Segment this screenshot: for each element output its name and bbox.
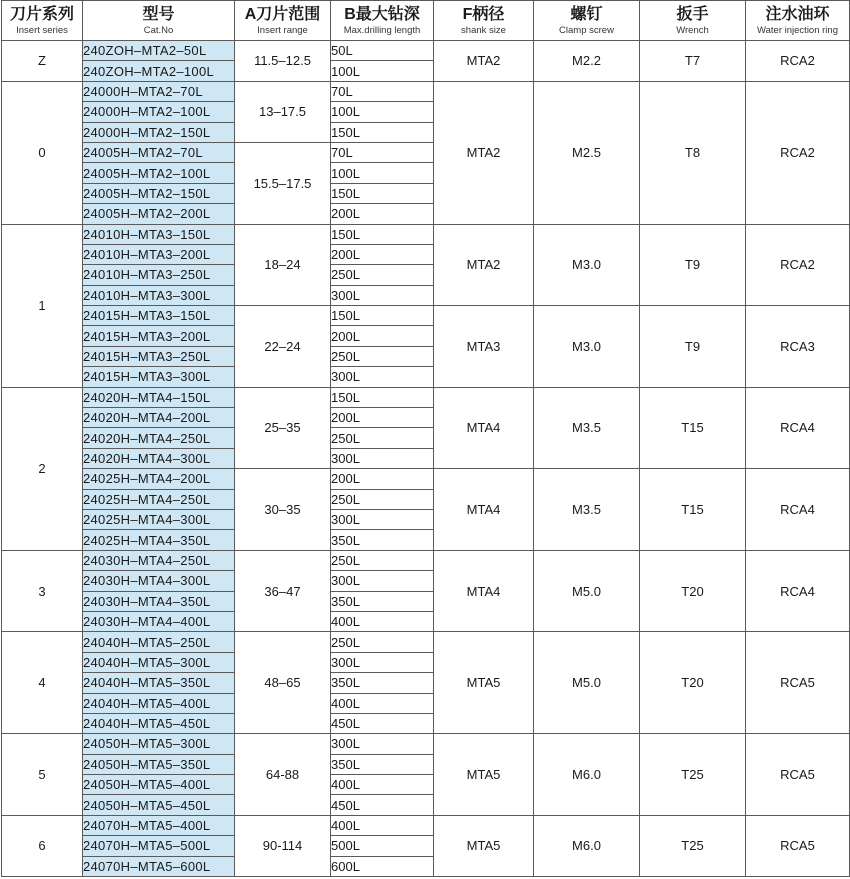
clamp-screw-cell: M2.5 — [534, 81, 640, 224]
drilling-length-cell: 400L — [331, 775, 434, 795]
drilling-length-cell: 150L — [331, 224, 434, 244]
drilling-length-cell: 50L — [331, 41, 434, 61]
drilling-length-cell: 250L — [331, 489, 434, 509]
shank-size-cell: MTA4 — [434, 387, 534, 469]
cat-no-cell: 24010H–MTA3–300L — [83, 285, 235, 305]
cat-no-cell: 24070H–MTA5–400L — [83, 815, 235, 835]
drilling-length-cell: 250L — [331, 346, 434, 366]
wrench-cell: T15 — [640, 469, 746, 551]
header-label-en: Wrench — [676, 24, 709, 36]
insert-range-cell: 64-88 — [235, 734, 331, 816]
clamp-screw-cell: M5.0 — [534, 632, 640, 734]
clamp-screw-cell: M3.5 — [534, 387, 640, 469]
header-label-en: Water injection ring — [757, 24, 838, 36]
clamp-screw-cell: M3.0 — [534, 224, 640, 306]
header-label-zh: 注水油环 — [765, 5, 830, 23]
water-ring-cell: RCA2 — [746, 224, 850, 306]
clamp-screw-cell: M3.5 — [534, 469, 640, 551]
shank-size-cell: MTA4 — [434, 469, 534, 551]
table-row — [2, 550, 850, 570]
table-row — [2, 734, 850, 754]
drilling-length-cell: 150L — [331, 183, 434, 203]
header-label-zh: F柄径 — [462, 5, 505, 23]
header-label-en: Insert series — [16, 24, 68, 36]
header-label-en: Cat.No — [143, 24, 174, 36]
wrench-cell: T8 — [640, 81, 746, 224]
drilling-length-cell: 250L — [331, 265, 434, 285]
clamp-screw-cell: M3.0 — [534, 306, 640, 388]
shank-size-cell: MTA2 — [434, 81, 534, 224]
insert-range-cell: 36–47 — [235, 550, 331, 632]
table-row — [2, 81, 850, 101]
header-label-zh: 扳手 — [676, 5, 709, 23]
drilling-length-cell: 450L — [331, 713, 434, 733]
drilling-length-cell: 200L — [331, 204, 434, 224]
cat-no-cell: 24020H–MTA4–250L — [83, 428, 235, 448]
water-ring-cell: RCA4 — [746, 469, 850, 551]
header-drilling-length — [331, 1, 434, 41]
insert-range-cell: 25–35 — [235, 387, 331, 469]
table-row — [2, 815, 850, 835]
cat-no-cell: 24010H–MTA3–250L — [83, 265, 235, 285]
drilling-length-cell: 400L — [331, 815, 434, 835]
cat-no-cell: 24030H–MTA4–250L — [83, 550, 235, 570]
spec-table — [1, 0, 850, 877]
wrench-cell: T20 — [640, 632, 746, 734]
series-cell: Z — [2, 41, 83, 82]
water-ring-cell: RCA2 — [746, 81, 850, 224]
series-cell: 3 — [2, 550, 83, 632]
cat-no-cell: 24015H–MTA3–150L — [83, 306, 235, 326]
shank-size-cell: MTA5 — [434, 815, 534, 876]
drilling-length-cell: 150L — [331, 387, 434, 407]
cat-no-cell: 24040H–MTA5–350L — [83, 673, 235, 693]
cat-no-cell: 24025H–MTA4–250L — [83, 489, 235, 509]
insert-range-cell: 11.5–12.5 — [235, 41, 331, 82]
wrench-cell: T20 — [640, 550, 746, 632]
header-label-zh: 型号 — [142, 5, 175, 23]
water-ring-cell: RCA4 — [746, 550, 850, 632]
cat-no-cell: 24030H–MTA4–300L — [83, 571, 235, 591]
header-insert-series — [2, 1, 83, 41]
header-insert-range — [235, 1, 331, 41]
wrench-cell: T25 — [640, 815, 746, 876]
series-cell: 1 — [2, 224, 83, 387]
cat-no-cell: 24050H–MTA5–400L — [83, 775, 235, 795]
drilling-length-cell: 200L — [331, 408, 434, 428]
cat-no-cell: 24010H–MTA3–200L — [83, 244, 235, 264]
cat-no-cell: 24010H–MTA3–150L — [83, 224, 235, 244]
water-ring-cell: RCA5 — [746, 632, 850, 734]
drilling-length-cell: 100L — [331, 61, 434, 81]
header-label-en: Max.drilling length — [343, 24, 421, 36]
cat-no-cell: 24000H–MTA2–100L — [83, 102, 235, 122]
drilling-length-cell: 300L — [331, 367, 434, 387]
drilling-length-cell: 200L — [331, 469, 434, 489]
cat-no-cell: 24025H–MTA4–350L — [83, 530, 235, 550]
clamp-screw-cell: M6.0 — [534, 815, 640, 876]
cat-no-cell: 24040H–MTA5–300L — [83, 652, 235, 672]
cat-no-cell: 24020H–MTA4–200L — [83, 408, 235, 428]
header-wrench — [640, 1, 746, 41]
insert-range-cell: 90-114 — [235, 815, 331, 876]
drilling-length-cell: 250L — [331, 632, 434, 652]
water-ring-cell: RCA3 — [746, 306, 850, 388]
drilling-length-cell: 350L — [331, 754, 434, 774]
cat-no-cell: 24015H–MTA3–200L — [83, 326, 235, 346]
insert-range-cell: 18–24 — [235, 224, 331, 306]
shank-size-cell: MTA5 — [434, 734, 534, 816]
table-row — [2, 224, 850, 244]
cat-no-cell: 24050H–MTA5–300L — [83, 734, 235, 754]
cat-no-cell: 24040H–MTA5–400L — [83, 693, 235, 713]
header-shank-size — [434, 1, 534, 41]
series-cell: 5 — [2, 734, 83, 816]
insert-range-cell: 15.5–17.5 — [235, 142, 331, 224]
table-header — [2, 1, 850, 41]
drilling-length-cell: 500L — [331, 836, 434, 856]
drilling-length-cell: 70L — [331, 81, 434, 101]
clamp-screw-cell: M5.0 — [534, 550, 640, 632]
drilling-length-cell: 200L — [331, 326, 434, 346]
cat-no-cell: 24050H–MTA5–350L — [83, 754, 235, 774]
table-row — [2, 387, 850, 407]
table-body — [2, 41, 850, 877]
series-cell: 4 — [2, 632, 83, 734]
table-row — [2, 469, 850, 489]
cat-no-cell: 24070H–MTA5–500L — [83, 836, 235, 856]
drilling-length-cell: 200L — [331, 244, 434, 264]
water-ring-cell: RCA2 — [746, 41, 850, 82]
header-cat-no — [83, 1, 235, 41]
table-row — [2, 41, 850, 61]
cat-no-cell: 24025H–MTA4–200L — [83, 469, 235, 489]
cat-no-cell: 24025H–MTA4–300L — [83, 509, 235, 529]
wrench-cell: T9 — [640, 306, 746, 388]
header-row — [2, 1, 850, 41]
header-label-zh: A刀片范围 — [244, 5, 321, 23]
drilling-length-cell: 350L — [331, 530, 434, 550]
drilling-length-cell: 300L — [331, 285, 434, 305]
cat-no-cell: 24005H–MTA2–100L — [83, 163, 235, 183]
cat-no-cell: 24015H–MTA3–300L — [83, 367, 235, 387]
cat-no-cell: 24015H–MTA3–250L — [83, 346, 235, 366]
wrench-cell: T9 — [640, 224, 746, 306]
header-label-en: Insert range — [257, 24, 308, 36]
drilling-length-cell: 100L — [331, 163, 434, 183]
water-ring-cell: RCA4 — [746, 387, 850, 469]
drilling-length-cell: 350L — [331, 591, 434, 611]
drilling-length-cell: 300L — [331, 652, 434, 672]
insert-range-cell: 13–17.5 — [235, 81, 331, 142]
cat-no-cell: 240ZOH–MTA2–100L — [83, 61, 235, 81]
shank-size-cell: MTA4 — [434, 550, 534, 632]
drilling-length-cell: 350L — [331, 673, 434, 693]
shank-size-cell: MTA3 — [434, 306, 534, 388]
shank-size-cell: MTA2 — [434, 41, 534, 82]
cat-no-cell: 24070H–MTA5–600L — [83, 856, 235, 876]
shank-size-cell: MTA2 — [434, 224, 534, 306]
header-water-ring — [746, 1, 850, 41]
series-cell: 0 — [2, 81, 83, 224]
shank-size-cell: MTA5 — [434, 632, 534, 734]
drilling-length-cell: 250L — [331, 550, 434, 570]
drilling-length-cell: 300L — [331, 448, 434, 468]
drilling-length-cell: 300L — [331, 571, 434, 591]
series-cell: 6 — [2, 815, 83, 876]
table-row — [2, 632, 850, 652]
drilling-length-cell: 250L — [331, 428, 434, 448]
header-label-zh: 螺钉 — [570, 5, 603, 23]
header-label-en: shank size — [461, 24, 506, 36]
header-clamp-screw — [534, 1, 640, 41]
cat-no-cell: 24030H–MTA4–350L — [83, 591, 235, 611]
cat-no-cell: 24000H–MTA2–70L — [83, 81, 235, 101]
header-label-en: Clamp screw — [559, 24, 614, 36]
insert-range-cell: 22–24 — [235, 306, 331, 388]
water-ring-cell: RCA5 — [746, 734, 850, 816]
drilling-length-cell: 600L — [331, 856, 434, 876]
drilling-length-cell: 400L — [331, 693, 434, 713]
cat-no-cell: 24005H–MTA2–70L — [83, 142, 235, 162]
cat-no-cell: 240ZOH–MTA2–50L — [83, 41, 235, 61]
drilling-length-cell: 150L — [331, 122, 434, 142]
wrench-cell: T15 — [640, 387, 746, 469]
insert-range-cell: 48–65 — [235, 632, 331, 734]
cat-no-cell: 24040H–MTA5–450L — [83, 713, 235, 733]
wrench-cell: T7 — [640, 41, 746, 82]
header-label-zh: B最大钻深 — [344, 5, 420, 23]
header-label-zh: 刀片系列 — [9, 5, 74, 23]
cat-no-cell: 24000H–MTA2–150L — [83, 122, 235, 142]
cat-no-cell: 24005H–MTA2–200L — [83, 204, 235, 224]
cat-no-cell: 24030H–MTA4–400L — [83, 611, 235, 631]
drilling-length-cell: 400L — [331, 611, 434, 631]
drilling-length-cell: 450L — [331, 795, 434, 815]
cat-no-cell: 24020H–MTA4–300L — [83, 448, 235, 468]
drilling-length-cell: 300L — [331, 509, 434, 529]
series-cell: 2 — [2, 387, 83, 550]
cat-no-cell: 24050H–MTA5–450L — [83, 795, 235, 815]
cat-no-cell: 24005H–MTA2–150L — [83, 183, 235, 203]
clamp-screw-cell: M2.2 — [534, 41, 640, 82]
clamp-screw-cell: M6.0 — [534, 734, 640, 816]
table-row — [2, 306, 850, 326]
drilling-length-cell: 100L — [331, 102, 434, 122]
drilling-length-cell: 150L — [331, 306, 434, 326]
cat-no-cell: 24020H–MTA4–150L — [83, 387, 235, 407]
wrench-cell: T25 — [640, 734, 746, 816]
water-ring-cell: RCA5 — [746, 815, 850, 876]
cat-no-cell: 24040H–MTA5–250L — [83, 632, 235, 652]
drilling-length-cell: 70L — [331, 142, 434, 162]
drilling-length-cell: 300L — [331, 734, 434, 754]
insert-range-cell: 30–35 — [235, 469, 331, 551]
